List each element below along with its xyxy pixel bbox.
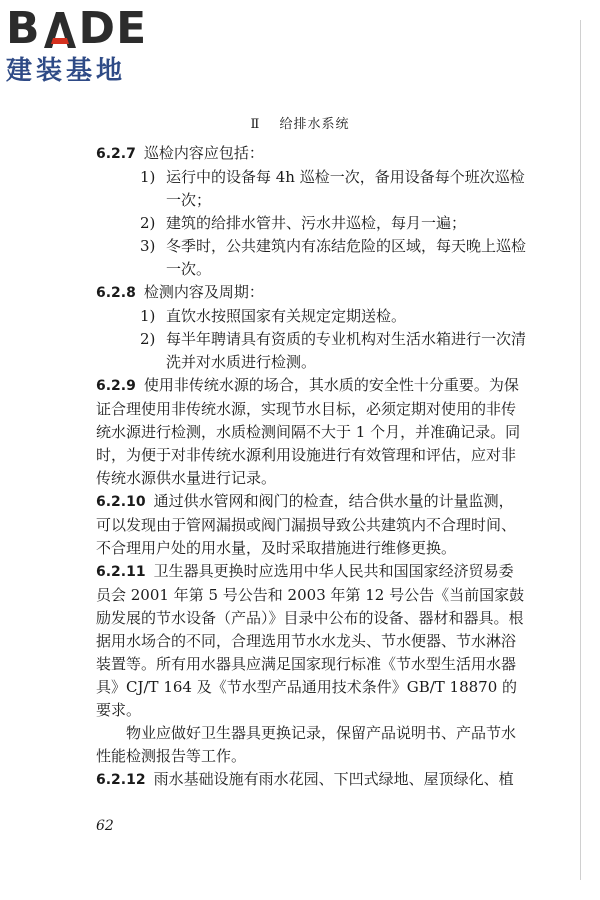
item-text: 每半年聘请具有资质的专业机构对生活水箱进行一次清洗并对水质进行检测。 [166,330,527,371]
item-marker: 1) [140,307,156,325]
section-header [0,113,600,132]
clause-6-2-12 [96,768,526,792]
clause-number: 6.2.11 [96,564,146,580]
list-item [96,305,526,328]
clause-text: 使用非传统水源的场合，其水质的安全性十分重要。为保证合理使用非传统水源，实现节水目标，必须定期对使用的非传统水源进行检测，水质检测间隔不大于 1 个月，并准确记录。同时，为便于对非传统水源利用设施进行有效管理和评估，应对非传统水源供水量进行记录。 [96,376,521,487]
clause-number: 6.2.10 [96,494,146,510]
item-text: 运行中的设备每 4h 巡检一次，备用设备每个班次巡检一次； [166,168,525,209]
section-number: Ⅱ [250,117,261,132]
item-text: 冬季时，公共建筑内有冻结危险的区域，每天晚上巡检一次。 [166,237,527,278]
item-marker: 2) [140,330,156,348]
clause-6-2-11 [96,560,526,722]
logo-wordmark: B DE [6,3,148,54]
clause-lead: 检测内容及周期： [143,283,264,301]
bade-logo [6,3,176,88]
clause-6-2-7 [96,142,526,166]
clause-number: 6.2.8 [96,285,136,301]
logo-a-shape [42,6,78,52]
list-item [96,212,526,235]
page-number: 62 [96,818,114,834]
clause-6-2-10 [96,490,526,560]
clause-text: 雨水基础设施有雨水花园、下凹式绿地、屋顶绿化、植 [153,770,514,788]
list-item [96,328,526,374]
clause-6-2-8 [96,281,526,305]
clause-text: 通过供水管网和阀门的检查，结合供水量的计量监测，可以发现由于管网漏损或阀门漏损导致公共建筑内不合理时间、不合理用户处的用水量，及时采取措施进行维修更换。 [96,492,517,557]
clause-number: 6.2.9 [96,378,136,394]
item-text: 建筑的给排水管井、污水井巡检，每月一遍； [166,214,467,232]
page-edge-line [580,20,581,880]
clause-number: 6.2.7 [96,146,136,162]
clause-number: 6.2.12 [96,772,146,788]
clause-text: 卫生器具更换时应选用中华人民共和国国家经济贸易委员会 2001 年第 5 号公告和 2003 年第 12 号公告《当前国家鼓励发展的节水设备（产品）》目录中公布的设备、器材和器具。根据用水场合的不同，合理选用节水水龙头、节水便器、节水淋浴装置等。所有用水器具应满足国家现行标准《节水型生活用水器具》CJ/T 164 及《节水型产品通用技术条件》GB/T 18870 的要求。 [96,562,525,719]
document-body [96,142,526,792]
clause-6-2-9 [96,374,526,490]
list-item [96,235,526,281]
logo-a-glyph [42,6,78,52]
item-marker: 2) [140,214,156,232]
item-marker: 1) [140,168,156,186]
list-item [96,166,526,212]
clause-lead: 巡检内容应包括： [143,144,264,162]
item-text: 直饮水按照国家有关规定定期送检。 [166,307,407,325]
section-title: 给排水系统 [279,117,350,132]
clause-6-2-11-note: 物业应做好卫生器具更换记录，保留产品说明书、产品节水性能检测报告等工作。 [96,724,517,765]
item-marker: 3) [140,237,156,255]
logo-chinese-text: 建装基地 [6,56,127,86]
